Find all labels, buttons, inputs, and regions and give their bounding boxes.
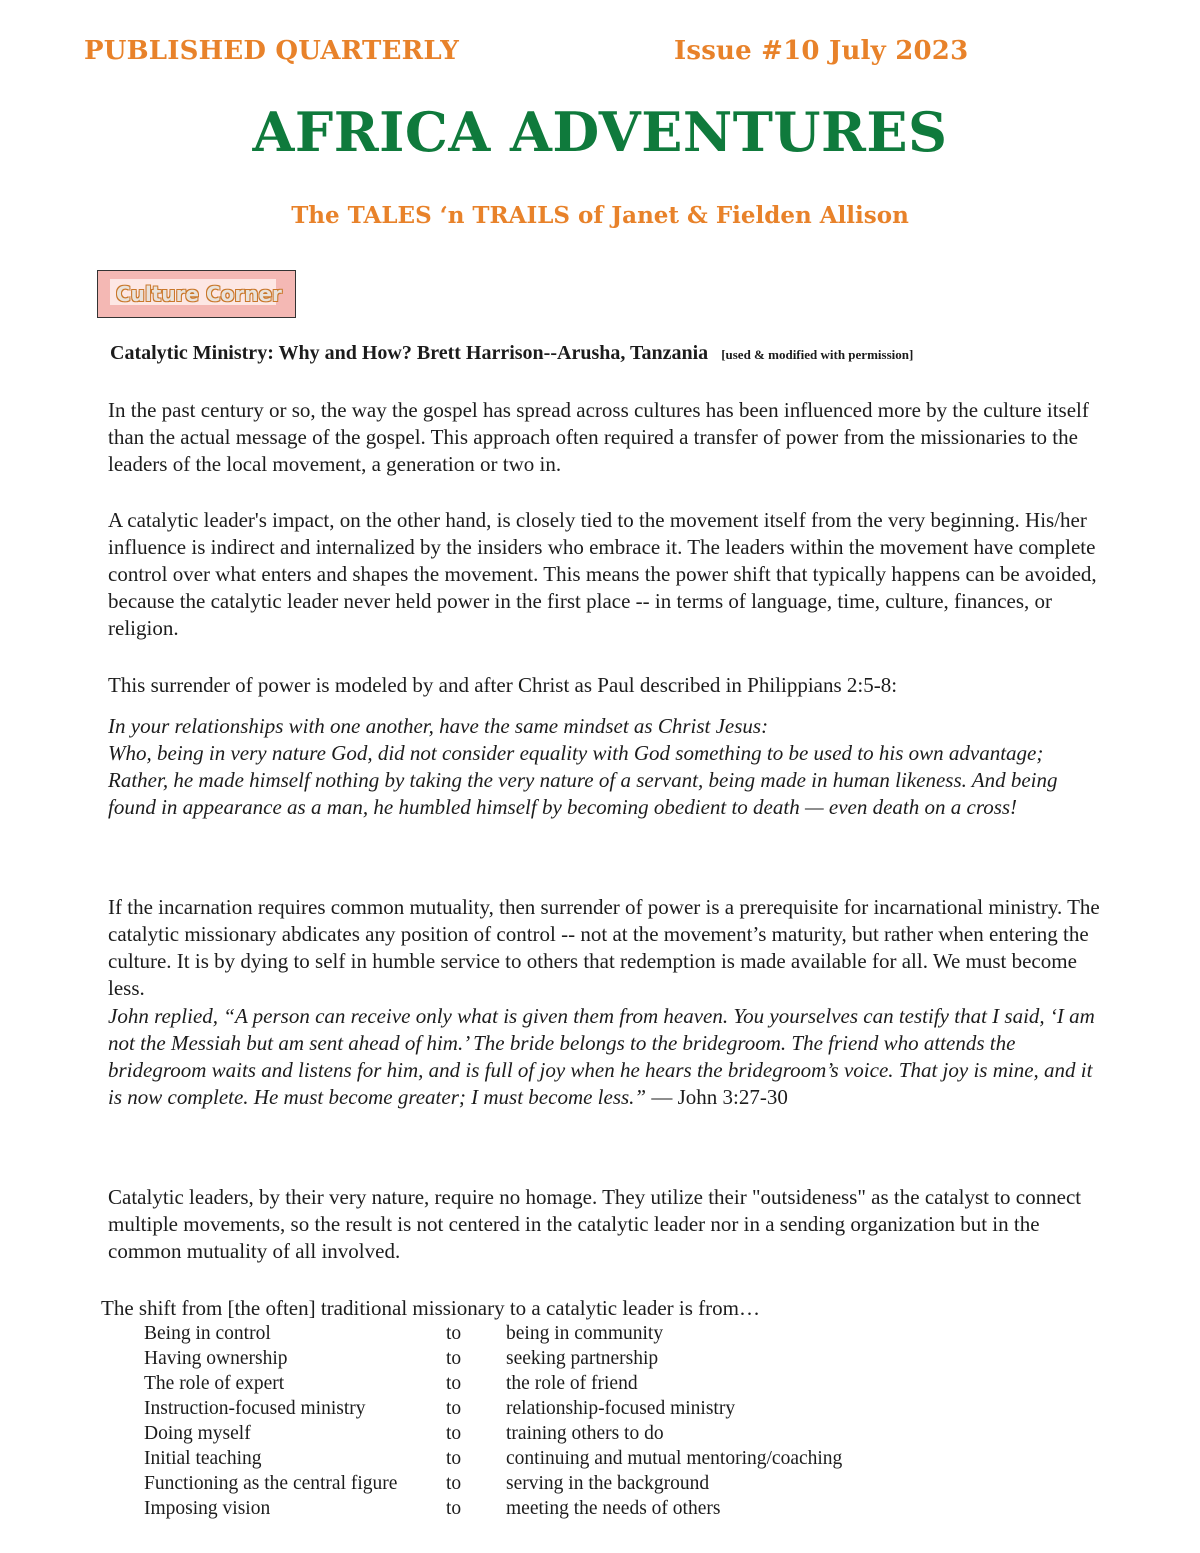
shift-connector: to	[446, 1323, 462, 1344]
shift-connector: to	[446, 1423, 462, 1444]
paragraph-2: A catalytic leader's impact, on the other hand, is closely tied to the movement itself from the very beginning. His/her influence is indirect and internalized by the insiders who embrace it. The leaders within the movement have complete control over what enters and shapes the movement. This means the power shift that typically happens can be avoided, because the catalytic leader never held power in the first place -- in terms of language, time, culture, finances, or religion.	[108, 508, 1097, 640]
shift-to: training others to do	[506, 1423, 664, 1444]
paragraph-1: In the past century or so, the way the gospel has spread across cultures has been influenced more by the culture itself than the actual message of the gospel. This approach often required a transfer of power from the missionaries to the leaders of the local movement, a generation or two in.	[108, 398, 1089, 476]
shift-from: Instruction-focused ministry	[144, 1398, 366, 1419]
shift-from: Having ownership	[144, 1348, 288, 1369]
paragraph-3: This surrender of power is modeled by and after Christ as Paul described in Philippians 2:5-8:	[108, 673, 898, 697]
shift-from: The role of expert	[144, 1373, 285, 1394]
shift-to: seeking partnership	[506, 1348, 659, 1369]
shift-from: Functioning as the central figure	[144, 1473, 398, 1494]
shift-from: Initial teaching	[144, 1448, 262, 1469]
shift-to: serving in the background	[506, 1473, 710, 1494]
shift-from: Being in control	[144, 1323, 271, 1344]
shift-connector: to	[446, 1498, 462, 1519]
shift-intro: The shift from [the often] traditional missionary to a catalytic leader is from…	[101, 1296, 760, 1320]
publication-frequency: PUBLISHED QUARTERLY	[84, 36, 459, 66]
newsletter-subtitle: The TALES ‘n TRAILS of Janet & Fielden Allison	[291, 202, 909, 229]
shift-to: continuing and mutual mentoring/coaching	[506, 1448, 843, 1469]
john-quote-text: John replied, “A person can receive only what is given them from heaven. You yourselves can testify that I said, ‘I am not the Messiah but am sent ahead of him.’ The bride belongs to the bridegroom. The friend who attends the bridegroom waits and listens for him, and is full of joy when he hears the bridegroom’s voice. That joy is mine, and it is now complete. He must become greater; I must become less.”	[108, 1004, 1095, 1109]
shift-to: being in community	[506, 1323, 664, 1344]
shift-connector: to	[446, 1473, 462, 1494]
quote-line-2: Who, being in very nature God, did not consider equality with God something to be used to his own advantage; Rather, he made himself nothing by taking the very nature of a servant, being made in human likeness. And being found in appearance as a man, he humbled himself by becoming obedient to death — even death on a cross!	[108, 741, 1058, 819]
shift-to: the role of friend	[506, 1373, 638, 1394]
shift-to: relationship-focused ministry	[506, 1398, 736, 1419]
shift-from: Imposing vision	[144, 1498, 271, 1519]
shift-to: meeting the needs of others	[506, 1498, 721, 1519]
shift-connector: to	[446, 1348, 462, 1369]
john-quote-reference: — John 3:27-30	[651, 1085, 788, 1109]
shift-connector: to	[446, 1398, 462, 1419]
section-badge	[97, 270, 296, 318]
quote-line-1: In your relationships with one another, have the same mindset as Christ Jesus:	[108, 714, 769, 738]
article-title: Catalytic Ministry: Why and How? Brett Harrison--Arusha, Tanzania	[110, 342, 709, 364]
article-heading	[110, 342, 913, 365]
paragraph-7: Catalytic leaders, by their very nature, require no homage. They utilize their "outsideness" as the catalyst to connect multiple movements, so the result is not centered in the catalytic leader nor in a sending organization but in the common mutuality of all involved.	[108, 1185, 1082, 1263]
issue-date: Issue #10 July 2023	[674, 36, 969, 66]
philippians-quote	[108, 713, 1103, 821]
permission-note: [used & modified with permission]	[721, 347, 914, 362]
paragraph-5: If the incarnation requires common mutuality, then surrender of power is a prerequisite for incarnational ministry. The catalytic missionary abdicates any position of control -- not at the movement’s maturity, but rather when entering the culture. It is by dying to self in humble service to others that redemption is made available for all. We must become less.	[108, 895, 1100, 1000]
john-quote	[108, 1003, 1103, 1111]
shift-connector: to	[446, 1373, 462, 1394]
shift-from: Doing myself	[144, 1423, 251, 1444]
newsletter-title: AFRICA ADVENTURES	[252, 100, 948, 164]
shift-connector: to	[446, 1448, 462, 1469]
section-badge-label: Culture Corner	[116, 282, 282, 306]
